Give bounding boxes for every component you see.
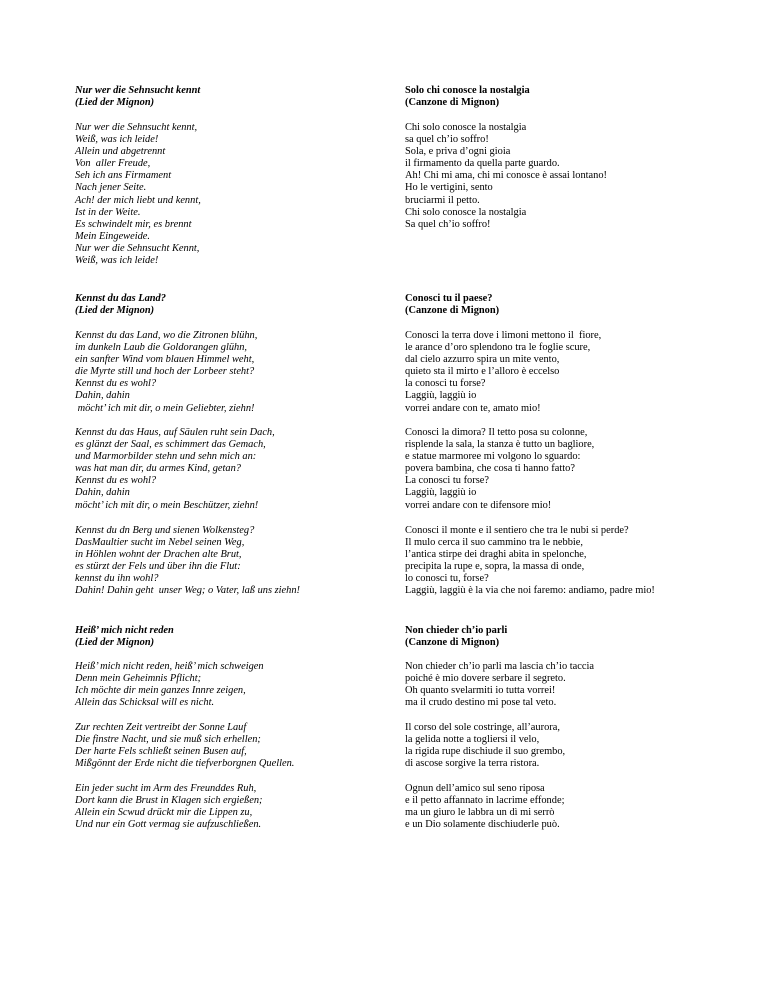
song-3-stanza-3-it: Ognun dell’amico sul seno riposa e il petto affannato in lacrime effonde; ma un giuro le labbra un dì mi serrò e un Dio solamente dischiuderle può. bbox=[405, 783, 565, 831]
song-3-stanza-1-de: Heiß’ mich nicht reden, heiß’ mich schweigen Denn mein Geheimnis Pflicht; Ich möchte dir mein ganzes Innre zeigen, Allein das Schicksal will es nicht. bbox=[75, 661, 264, 709]
song-1-stanza-1-de: Nur wer die Sehnsucht kennt, Weiß, was ich leide! Allein und abgetrennt Von aller Freude, Seh ich ans Firmament Nach jener Seite. Ach! der mich liebt und kennt, Ist in der Weite. Es schwindelt mir, es brennt Mein Eingeweide. Nur wer die Sehnsucht Kennt, Weiß, was ich leide! bbox=[75, 122, 201, 267]
song-3-stanza-3-de: Ein jeder sucht im Arm des Freunddes Ruh, Dort kann die Brust in Klagen sich ergießen; Allein ein Scwud drückt mir die Lippen zu, Und nur ein Gott vermag sie aufzuschließen. bbox=[75, 783, 263, 831]
german-column bbox=[75, 0, 420, 994]
song-2-title-de: Kennst du das Land? (Lied der Mignon) bbox=[75, 293, 166, 317]
song-2-stanza-1-it: Conosci la terra dove i limoni mettono il fiore, le arance d’oro splendono tra le foglie scure, dal cielo azzurro spira un mite vento, quieto sta il mirto e l’alloro è eccelso la conosci tu forse? Laggiù, laggiù io vorrei andare con te, amato mio! bbox=[405, 330, 602, 414]
song-2-stanza-2-it: Conosci la dimora? Il tetto posa su colonne, risplende la sala, la stanza è tutto un bagliore, e statue marmoree mi volgono lo sguardo: povera bambina, che cosa ti hanno fatto? La conosci tu forse? Laggiù, laggiù io vorrei andare con te difensore mio! bbox=[405, 427, 595, 511]
song-3-stanza-2-it: Il corso del sole costringe, all’aurora, la gelida notte a togliersi il velo, la rigida rupe dischiude il suo grembo, di ascose sorgive la terra ristora. bbox=[405, 722, 566, 770]
song-1-title-de: Nur wer die Sehnsucht kennt (Lied der Mignon) bbox=[75, 85, 201, 109]
song-2-title-it: Conosci tu il paese? (Canzone di Mignon) bbox=[405, 293, 500, 317]
song-1-stanza-1-it: Chi solo conosce la nostalgia sa quel ch’io soffro! Sola, e priva d’ogni gioia il firmamento da quella parte guardo. Ah! Chi mi ama, chi mi conosce è assai lontano! Ho le vertigini, sento bruciarmi il petto. Chi solo conosce la nostalgia Sa quel ch’io soffro! bbox=[405, 122, 607, 230]
italian-column bbox=[405, 0, 760, 994]
song-3-stanza-1-it: Non chieder ch’io parli ma lascia ch’io taccia poiché è mio dovere serbare il segreto. Oh quanto svelarmiti io tutta vorrei! ma il crudo destino mi pose tal veto. bbox=[405, 661, 594, 709]
song-3-title-de: Heiß’ mich nicht reden (Lied der Mignon) bbox=[75, 625, 174, 649]
song-2-stanza-1-de: Kennst du das Land, wo die Zitronen blühn, im dunkeln Laub die Goldorangen glühn, ein sanfter Wind vom blauen Himmel weht, die Myrte still und hoch der Lorbeer steht? Kennst du es wohl? Dahin, dahin möcht’ ich mit dir, o mein Geliebter, ziehn! bbox=[75, 330, 258, 414]
song-2-stanza-3-de: Kennst du dn Berg und sienen Wolkensteg? DasMaultier sucht im Nebel seinen Weg, in Höhlen wohnt der Drachen alte Brut, es stürzt der Fels und über ihn die Flut: kennst du ihn wohl? Dahin! Dahin geht unser Weg; o Vater, laß uns ziehn! bbox=[75, 525, 301, 597]
song-1-title-it: Solo chi conosce la nostalgia (Canzone di Mignon) bbox=[405, 85, 530, 109]
song-3-stanza-2-de: Zur rechten Zeit vertreibt der Sonne Lauf Die finstre Nacht, und sie muß sich erhellen; Der harte Fels schließt seinen Busen auf, Mißgönnt der Erde nicht die tiefverborgnen Quellen. bbox=[75, 722, 295, 770]
song-2-stanza-2-de: Kennst du das Haus, auf Säulen ruht sein Dach, es glänzt der Saal, es schimmert das Gemach, und Marmorbilder stehn und sehn mich an: was hat man dir, du armes Kind, getan? Kennst du es wohl? Dahin, dahin möcht’ ich mit dir, o mein Beschützer, ziehn! bbox=[75, 427, 275, 511]
song-3-title-it: Non chieder ch’io parli (Canzone di Mignon) bbox=[405, 625, 508, 649]
song-2-stanza-3-it: Conosci il monte e il sentiero che tra le nubi si perde? Il mulo cerca il suo cammino tra le nebbie, l’antica stirpe dei draghi abita in spelonche, precipita la rupe e, sopra, la massa di onde, lo conosci tu, forse? Laggiù, laggiù è la via che noi faremo: andiamo, padre mio! bbox=[405, 525, 655, 597]
